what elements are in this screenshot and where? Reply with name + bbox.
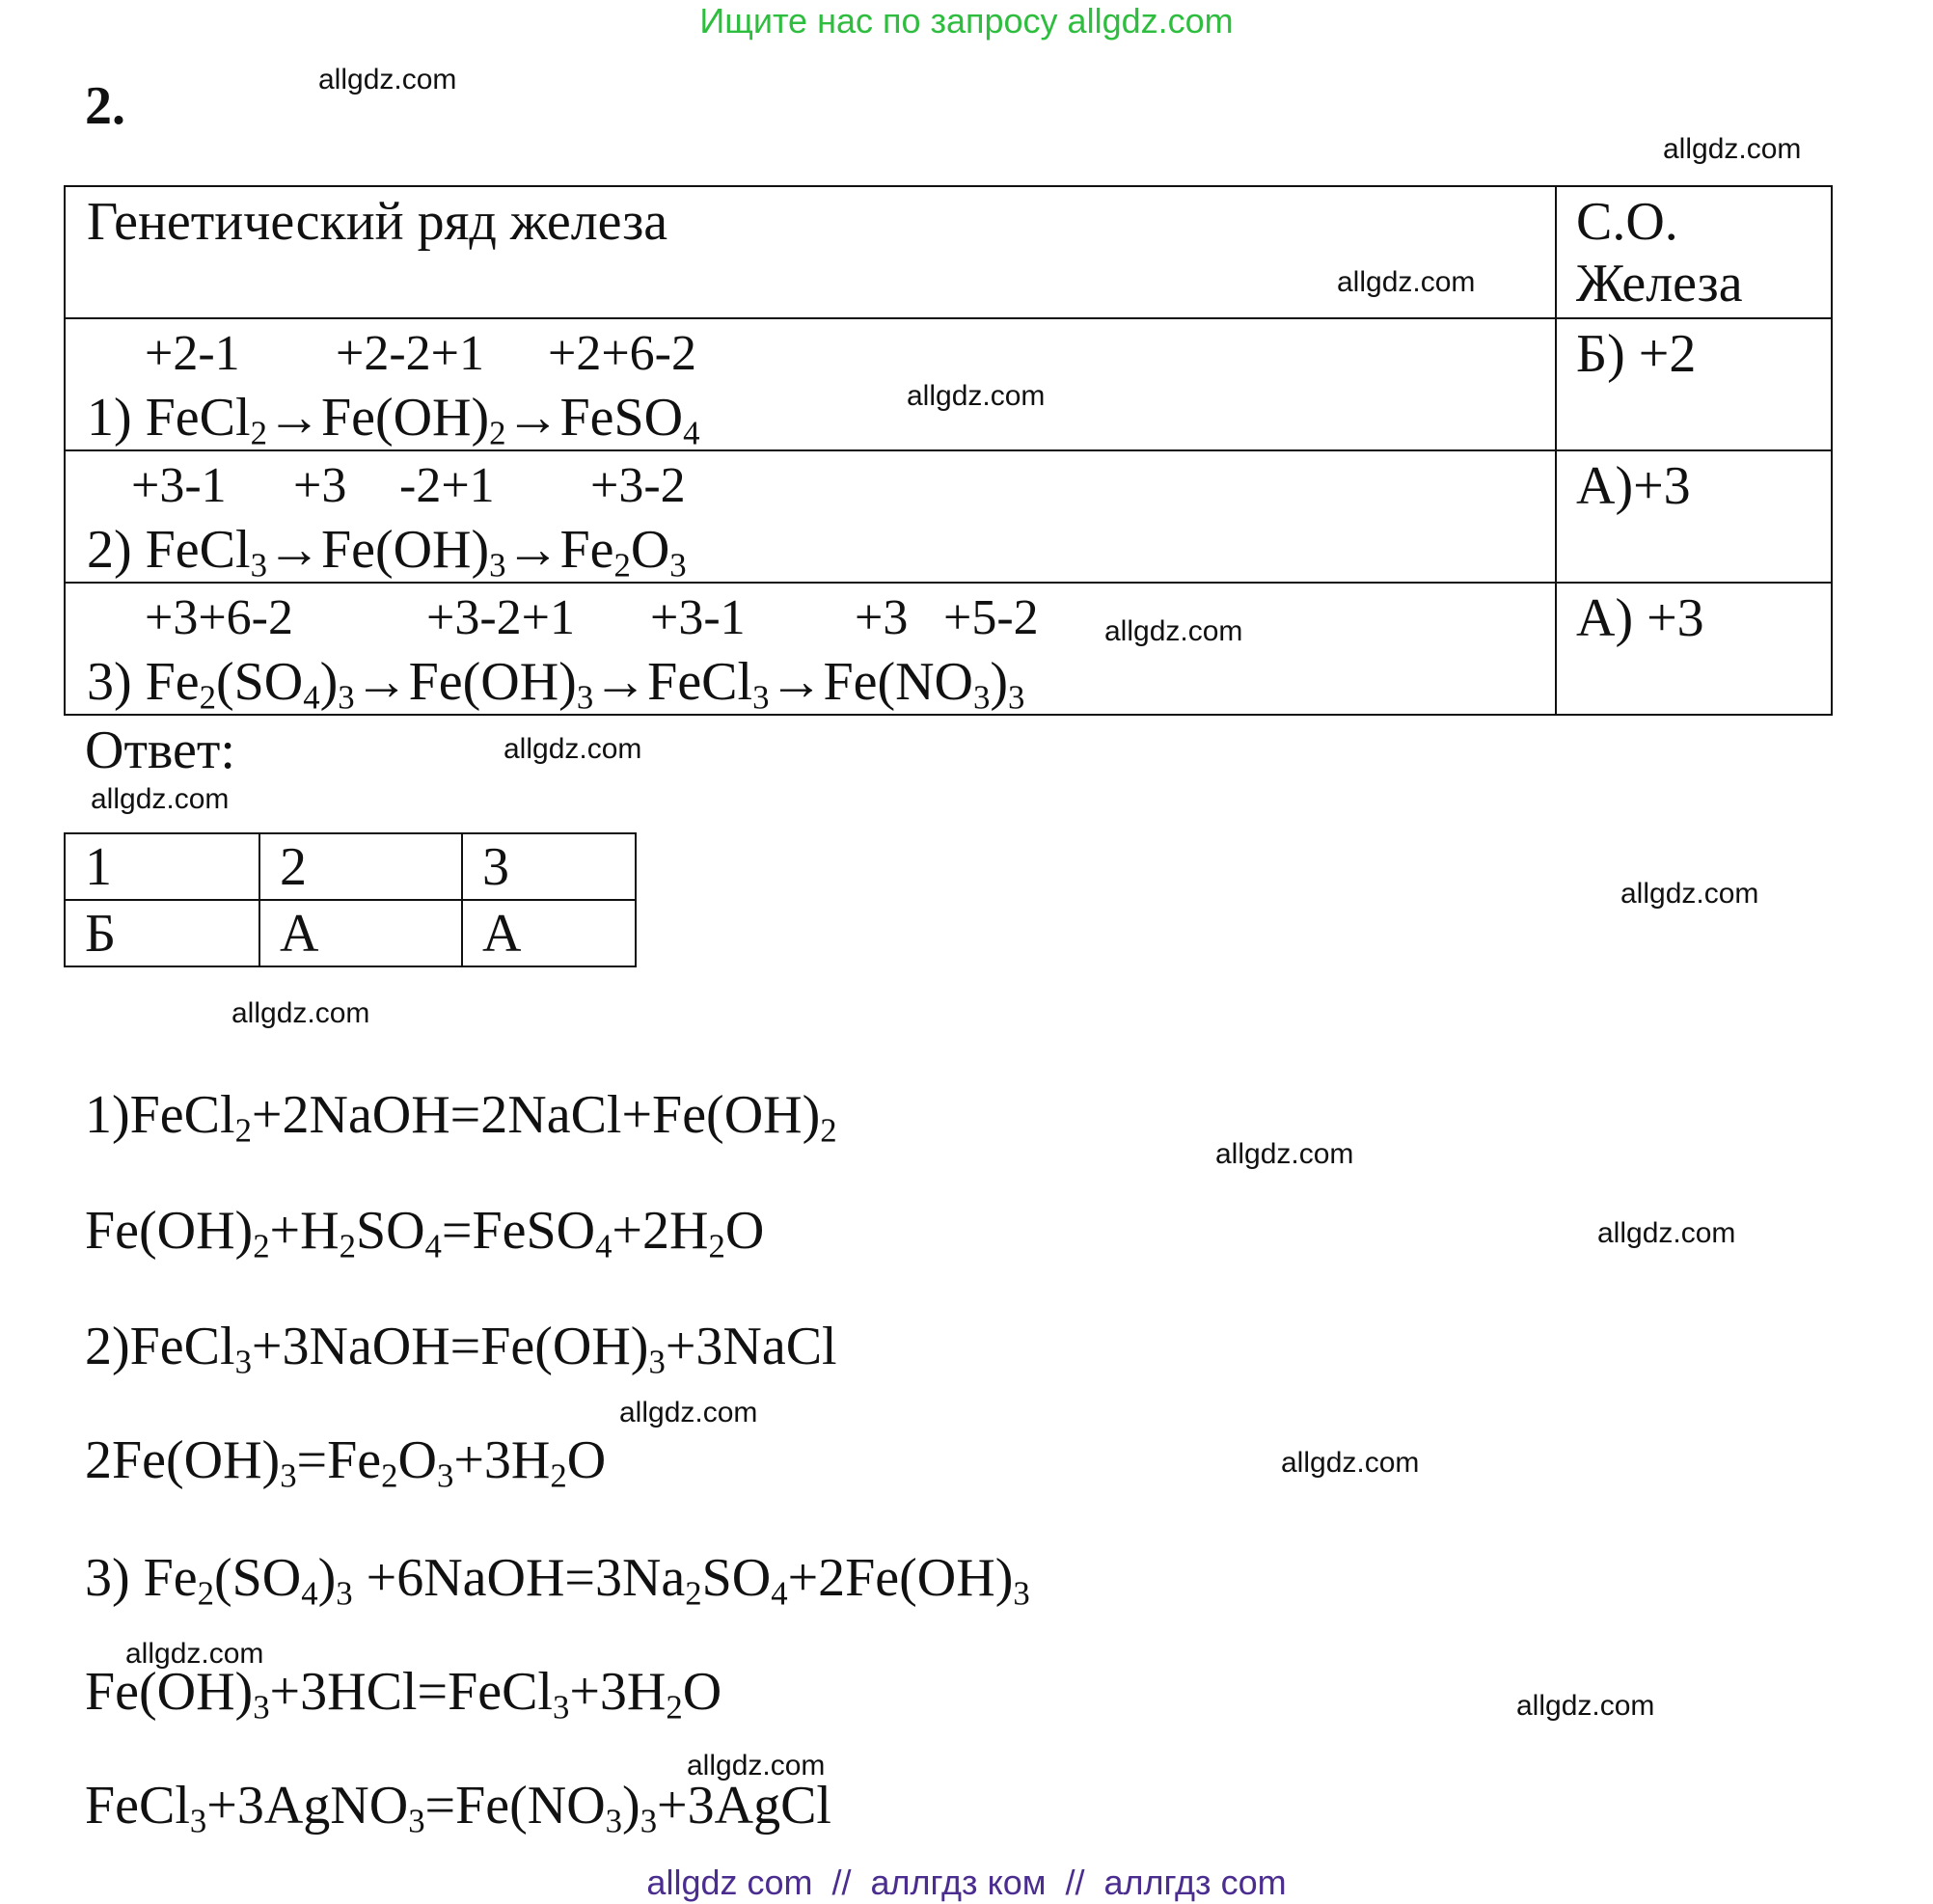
header-left-cell — [65, 186, 1556, 318]
row3-answer: А) +3 — [1576, 588, 1704, 648]
equation: $1)FeCl_2+2NaOH=2NaCl+Fe(OH)_2$ — [85, 1085, 837, 1150]
watermark: allgdz.com — [1104, 615, 1243, 647]
ox-state: +2+6-2 — [548, 326, 696, 381]
ox-state: +2-2+1 — [336, 326, 484, 381]
answer-label: Ответ: — [85, 721, 235, 780]
watermark: allgdz.com — [91, 783, 230, 815]
table-row — [65, 318, 1832, 450]
watermark: allgdz.com — [1215, 1138, 1354, 1170]
row2-formula: 2) $FeCl_3\to Fe(OH)_3\to Fe_2O_3$ — [87, 520, 687, 585]
ox-state: +5-2 — [943, 590, 1039, 645]
equation: $Fe(OH)_2+H_2SO_4=FeSO_4+2H_2O$ — [85, 1201, 765, 1265]
row2-right — [1556, 450, 1832, 583]
genetic-series-table — [64, 185, 1833, 716]
answer-header-cell: 3 — [462, 833, 636, 900]
watermark: allgdz.com — [1516, 1690, 1655, 1722]
watermark: allgdz.com — [687, 1750, 826, 1782]
row1-formula: 1) $FeCl_2\to Fe(OH)_2\to FeSO_4$ — [87, 388, 700, 452]
header-right-line2: Железа — [1576, 254, 1743, 313]
bottom-banner[interactable]: allgdz com // аллгдз ком // аллгдз com — [646, 1863, 1287, 1902]
row-number: 1) — [87, 388, 146, 448]
watermark: allgdz.com — [1597, 1217, 1736, 1249]
equation: 3) $Fe_2(SO_4)_3$ $+6NaOH=3Na_2SO_4+2Fe(OH)_3$ — [85, 1548, 1030, 1613]
ox-state: +3-1 — [650, 590, 746, 645]
row2-answer: А)+3 — [1576, 456, 1691, 516]
problem-number: 2. — [85, 76, 125, 136]
header-left: Генетический ряд железа — [87, 192, 668, 252]
row1-answer: Б) +2 — [1576, 324, 1697, 384]
equation: $Fe(OH)_3+3HCl=FeCl_3+3H_2O$ — [85, 1662, 722, 1727]
table-row — [65, 450, 1832, 583]
equation: $2)FeCl_3+3NaOH=Fe(OH)_3+3NaCl$ — [85, 1317, 837, 1381]
row1-right — [1556, 318, 1832, 450]
answer-value-row — [65, 900, 636, 966]
header-right-line1: С.О. — [1576, 192, 1678, 252]
watermark: allgdz.com — [1620, 878, 1759, 910]
answer-header-row — [65, 833, 636, 900]
ox-state: +3+6-2 — [145, 590, 293, 645]
watermark: allgdz.com — [619, 1397, 758, 1428]
answer-value-cell: А — [259, 900, 462, 966]
watermark: allgdz.com — [1281, 1447, 1420, 1479]
row-number: 2) — [87, 520, 146, 580]
ox-state: -2+1 — [399, 458, 495, 513]
row1-left — [65, 318, 1556, 450]
ox-state: +3-2 — [590, 458, 686, 513]
watermark: allgdz.com — [907, 380, 1046, 412]
watermark: allgdz.com — [1337, 266, 1476, 298]
ox-state: +3 — [293, 458, 347, 513]
table-header-row — [65, 186, 1832, 318]
row-number: 3) — [87, 652, 146, 712]
answer-value-cell: А — [462, 900, 636, 966]
row3-left — [65, 583, 1556, 715]
header-right-cell — [1556, 186, 1832, 318]
ox-state: +3-1 — [131, 458, 227, 513]
equation: $2Fe(OH)_3=Fe_2O_3+3H_2O$ — [85, 1430, 607, 1495]
answer-header-cell: 2 — [259, 833, 462, 900]
row3-right — [1556, 583, 1832, 715]
watermark: allgdz.com — [504, 733, 642, 765]
watermark: allgdz.com — [1663, 133, 1802, 165]
ox-state: +2-1 — [145, 326, 240, 381]
answer-header-cell: 1 — [65, 833, 259, 900]
ox-state: +3 — [855, 590, 909, 645]
row3-formula: 3) $Fe_2(SO_4)_3\to Fe(OH)_3\to FeCl_3\to Fe(NO_3)_3$ — [87, 652, 1025, 717]
watermark: allgdz.com — [318, 64, 457, 95]
header-right — [1576, 191, 1743, 314]
ox-state: +3-2+1 — [426, 590, 575, 645]
watermark: allgdz.com — [125, 1638, 264, 1670]
watermark: allgdz.com — [231, 997, 370, 1029]
top-banner[interactable]: Ищите нас по запросу allgdz.com — [699, 1, 1234, 41]
answer-value-cell: Б — [65, 900, 259, 966]
row2-left — [65, 450, 1556, 583]
answer-table — [64, 832, 637, 967]
table-row — [65, 583, 1832, 715]
equation: $FeCl_3+3AgNO_3=Fe(NO_3)_3+3AgCl$ — [85, 1776, 831, 1840]
